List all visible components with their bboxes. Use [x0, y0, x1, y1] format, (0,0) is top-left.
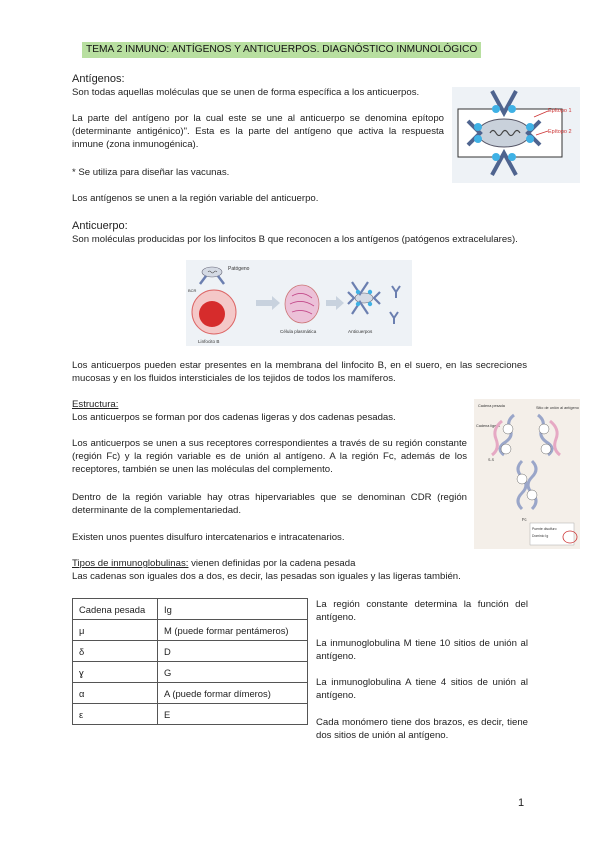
table-row: [73, 704, 308, 725]
anticuerpo-definition: Son moléculas producidas por los linfocitos B que reconocen a los antígenos (patógenos extracelulares).: [72, 234, 518, 245]
note-region-constante: La región constante determina la función del antígeno.: [316, 599, 528, 623]
table-cell-ig: M (puede formar pentámeros): [158, 620, 308, 641]
table-header-ig: Ig: [158, 599, 308, 620]
svg-text:BCR: BCR: [188, 288, 197, 293]
table-cell-ig: D: [158, 641, 308, 662]
svg-text:S-S: S-S: [488, 458, 494, 462]
table-row: [73, 620, 308, 641]
linfocito-b-label: Linfocito B: [198, 339, 220, 344]
antigenos-definition: Son todas aquellas moléculas que se unen de forma específica a los anticuerpos.: [72, 87, 420, 98]
tipos-heading-rest: vienen definidas por la cadena pesada: [188, 558, 356, 569]
table-cell-ig: A (puede formar dímeros): [158, 683, 308, 704]
table-header-row: [73, 599, 308, 620]
table-row: [73, 641, 308, 662]
antigenos-region-variable-text: Los antígenos se unen a la región variable del anticuerpo.: [72, 193, 319, 204]
antigenos-vacunas-note: * Se utiliza para diseñar las vacunas.: [72, 167, 230, 178]
anticuerpo-location-text: Los anticuerpos pueden estar presentes en la membrana del linfocito B, en el suero, en las secreciones mucosas y en los fluidos intersticiales de los tejidos de todos los mamíferos.: [72, 360, 527, 384]
cadena-pesada-label: Cadena pesada: [478, 404, 505, 408]
estructura-cadenas-text: Los anticuerpos se forman por dos cadenas ligeras y dos cadenas pesadas.: [72, 412, 396, 423]
table-header-cadena: Cadena pesada: [73, 599, 158, 620]
note-iga-sitios: La inmunoglobulina A tiene 4 sitios de unión al antígeno.: [316, 677, 528, 701]
table-cell-cadena: ε: [73, 704, 158, 725]
epitope-figure: [452, 87, 580, 183]
antibody-production-diagram: [186, 260, 412, 346]
table-row: [73, 662, 308, 683]
page-title: TEMA 2 INMUNO: ANTÍGENOS Y ANTICUERPOS. DIAGNÓSTICO INMUNOLÓGICO: [82, 42, 481, 58]
table-cell-cadena: δ: [73, 641, 158, 662]
note-monomero-brazos: Cada monómero tiene dos brazos, es decir, tiene dos sitios de unión al antígeno.: [316, 717, 528, 741]
anticuerpos-label: Anticuerpos: [348, 329, 373, 334]
epitope-diagram: [452, 87, 580, 183]
tipos-heading: Tipos de inmunoglobulinas:: [72, 558, 189, 569]
epitope-2-label: Epítopo 2: [548, 129, 572, 135]
table-cell-cadena: ɣ: [73, 662, 158, 683]
puente-disulfuro-label: Puente disulfuro: [532, 527, 557, 531]
estructura-receptores-text: Los anticuerpos se unen a sus receptores correspondientes a través de su región constante (región Fc) y la región variable es de unión al antígeno. A la región Fc, además de los receptores, también se unen las moléculas del complemento.: [72, 438, 467, 475]
antibody-structure-diagram: [474, 399, 580, 549]
estructura-cdr-text: Dentro de la región variable hay otras hipervariables que se denominan CDR (región determinante de la complementariedad.: [72, 492, 467, 516]
table-cell-cadena: α: [73, 683, 158, 704]
epitope-1-label: Epítopo 1: [548, 108, 572, 114]
note-igm-sitios: La inmunoglobulina M tiene 10 sitios de unión al antígeno.: [316, 638, 528, 662]
dominio-ig-label: Dominio Ig: [532, 534, 549, 538]
table-cell-ig: E: [158, 704, 308, 725]
celula-plasmatica-label: Célula plasmática: [280, 329, 317, 334]
anticuerpo-heading: Anticuerpo:: [72, 220, 128, 232]
table-cell-cadena: μ: [73, 620, 158, 641]
antibody-production-figure: [186, 260, 412, 346]
antibody-structure-figure: [474, 399, 580, 549]
immunoglobulin-table: [72, 598, 308, 725]
tipos-cadenas-text: Las cadenas son iguales dos a dos, es decir, las pesadas son iguales y las ligeras también.: [72, 571, 461, 582]
sitio-union-label: Sitio de unión al antígeno: [536, 406, 579, 410]
estructura-heading: Estructura:: [72, 399, 119, 410]
patogeno-label: Patógeno: [228, 266, 250, 272]
antigenos-heading: Antígenos:: [72, 73, 125, 85]
table-cell-ig: G: [158, 662, 308, 683]
page-number: 1: [518, 797, 525, 809]
antigenos-epitopo-text: La parte del antígeno por la cual este se une al anticuerpo se denomina epítopo (determinante antigénico)". Esta es la parte del antígeno que activa la respuesta inmune (zona inmunogénica).: [72, 113, 444, 150]
cadena-ligera-label: Cadena ligera: [476, 424, 500, 428]
estructura-puentes-text: Existen unos puentes disulfuro intercatenarios e intracatenarios.: [72, 532, 345, 543]
table-row: [73, 683, 308, 704]
tipos-heading-line: [72, 557, 527, 570]
fc-label: Fc: [522, 517, 527, 522]
